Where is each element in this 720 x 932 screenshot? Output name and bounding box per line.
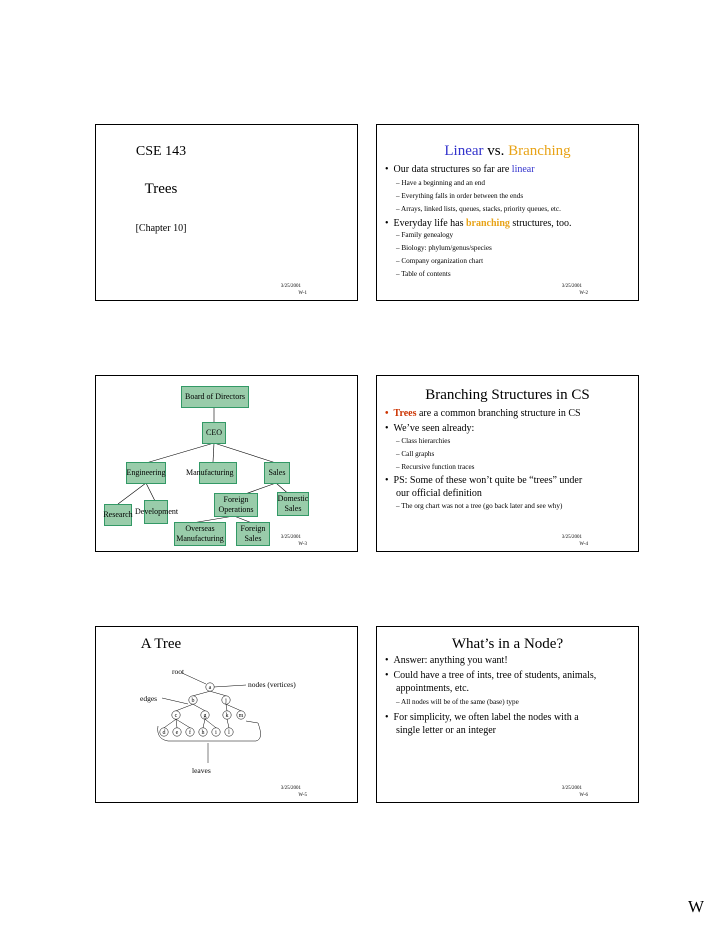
tree-node-label-f: f	[189, 730, 191, 736]
tree-node-label-m: m	[238, 713, 244, 719]
bullet-2: • Could have a tree of ints, tree of students, animals,	[385, 670, 597, 681]
tree-edge	[176, 719, 177, 728]
sub-text: Class hierarchies	[401, 437, 451, 445]
sub-text: Recursive function traces	[401, 463, 475, 471]
tree-edge	[205, 719, 216, 728]
bullet-2-sub-1: – Class hierarchies	[396, 437, 451, 445]
slide-date: 3/25/2001	[280, 284, 301, 289]
foreign-operations-box	[214, 493, 258, 517]
slide-number: W-3	[298, 542, 307, 547]
domestic-line-1: Domestic	[277, 494, 309, 503]
sub-text: Family genealogy	[401, 231, 454, 239]
bullet-2-sub-2: – Call graphs	[396, 450, 435, 458]
bullet-3-cont	[396, 724, 496, 737]
slide-number: W-1	[298, 291, 307, 296]
bullet-1-rest: are a common branching structure in CS	[416, 408, 581, 419]
slide-4	[376, 375, 639, 552]
slide-date: 3/25/2001	[280, 786, 301, 791]
bullet-2-line-2: appointments, etc.	[396, 683, 470, 694]
tree-diagram	[96, 627, 359, 804]
bullet-2-sub-4: – Table of contents	[396, 270, 451, 278]
tree-node-label-b: b	[191, 698, 195, 704]
bullet-3-line-1: PS: Some of these won’t quite be “trees” under	[393, 475, 583, 486]
bullet-1-text: Answer: anything you want!	[393, 655, 508, 666]
slide-title: Branching Structures in CS	[425, 387, 590, 403]
nodes-pointer	[214, 685, 246, 687]
domestic-sales-box	[277, 492, 309, 516]
bullet-3: • For simplicity, we often label the nodes with a	[385, 712, 579, 723]
tree-node-label-g: g	[203, 713, 207, 719]
slide-2	[376, 124, 639, 301]
tree-edge	[193, 704, 205, 711]
tree-node-label-c: c	[174, 713, 178, 719]
root-pointer	[182, 673, 206, 684]
tree-node-label-e: e	[175, 730, 179, 736]
page-marker: W	[687, 897, 704, 916]
development-label: Development	[135, 507, 179, 516]
overseas-line-2: Manufacturing	[176, 534, 224, 543]
tree-edge	[226, 704, 227, 711]
manufacturing-label: Manufacturing	[186, 468, 234, 477]
research-box	[104, 504, 132, 526]
slide-title	[377, 143, 638, 160]
bullet-2-sub-3: – Company organization chart	[396, 257, 484, 265]
sub-text: The org chart was not a tree (go back later and see why)	[401, 502, 563, 510]
bullet-2-sub-3: – Recursive function traces	[396, 463, 475, 471]
course-title: CSE 143	[135, 144, 187, 159]
bullet-2-pre: Everyday life has	[393, 218, 466, 229]
bullet-1-sub-2: – Everything falls in order between the ends	[396, 192, 524, 200]
domestic-line-2: Sales	[284, 504, 302, 513]
sales-box	[264, 462, 290, 484]
tree-node-label-i: i	[215, 730, 217, 736]
tree-edge	[226, 704, 241, 711]
slide-5	[95, 626, 358, 803]
slide-6	[376, 626, 639, 803]
tree-edge	[164, 719, 176, 728]
bullet-1: • Our data structures so far are linear	[385, 164, 535, 175]
slide-number: W-5	[298, 793, 307, 798]
bullet-3-sub-1: – The org chart was not a tree (go back later and see why)	[396, 502, 563, 510]
bullet-3-line-1: For simplicity, we often label the nodes with a	[393, 712, 579, 723]
leaves-label: leaves	[192, 766, 211, 775]
bullet-3: • PS: Some of these won’t quite be “trees” under	[385, 475, 583, 486]
foreign-ops-line-2: Operations	[218, 505, 254, 514]
tree-edge	[176, 719, 190, 728]
engineering-box	[126, 462, 166, 484]
bullet-3-line-2: single letter or an integer	[396, 725, 496, 736]
bullet-1-sub-1: – Have a beginning and an end	[396, 179, 486, 187]
research-label: Research	[103, 510, 133, 519]
slide-title: A Tree	[140, 636, 182, 652]
tree-node-label-k: k	[225, 713, 229, 719]
tree-edge	[227, 719, 229, 728]
sub-text: Biology: phylum/genus/species	[401, 244, 492, 252]
bullet-1-text: Our data structures so far are	[393, 164, 512, 175]
bullet-2-sub-2: – Biology: phylum/genus/species	[396, 244, 492, 252]
title-linear: Linear	[444, 143, 484, 159]
engineering-label: Engineering	[126, 468, 166, 477]
nodes-label: nodes (vertices)	[248, 680, 296, 689]
tree-node-label-l: l	[228, 730, 230, 736]
slide-3	[95, 375, 358, 552]
slide-number: W-4	[579, 542, 588, 547]
edges-label: edges	[140, 694, 158, 703]
ceo-label: CEO	[206, 428, 222, 437]
bullet-1-sub-3: – Arrays, linked lists, queues, stacks, priority queues, etc.	[396, 205, 561, 213]
title-vs: vs.	[483, 143, 509, 159]
slide-number: W-6	[579, 793, 588, 798]
sub-text: Everything falls in order between the ends	[401, 192, 524, 200]
bullet-2: • We’ve seen already:	[385, 423, 475, 434]
edges-pointer	[162, 698, 188, 704]
foreign-sales-line-1: Foreign	[240, 524, 266, 533]
slide-1	[95, 124, 358, 301]
bullet-2-cont	[396, 682, 469, 695]
slide-number: W-2	[579, 291, 588, 296]
tree-node-label-j: j	[225, 698, 227, 704]
tree-node-label-a: a	[208, 685, 212, 691]
tree-edge	[210, 691, 226, 696]
bullet-2-sub-1: – All nodes will be of the same (base) type	[396, 698, 519, 706]
bullet-1: • Answer: anything you want!	[385, 655, 508, 666]
foreign-sales-box	[236, 522, 270, 546]
sub-text: Have a beginning and an end	[401, 179, 486, 187]
tree-edge	[176, 704, 193, 711]
bullet-2-line-1: Could have a tree of ints, tree of students, animals,	[393, 670, 597, 681]
overseas-line-1: Overseas	[185, 524, 215, 533]
slide-date: 3/25/2001	[561, 535, 582, 540]
board-of-directors-box	[181, 386, 249, 408]
sub-text: Company organization chart	[401, 257, 484, 265]
root-label: root	[172, 667, 185, 676]
bullet-2-sub-1: – Family genealogy	[396, 231, 454, 239]
bullet-2-word: branching	[466, 218, 510, 229]
slide-date: 3/25/2001	[280, 535, 301, 540]
sub-text: Call graphs	[401, 450, 435, 458]
bullet-3-cont	[396, 487, 482, 500]
bullet-2: • Everyday life has branching structures, too.	[385, 218, 572, 229]
sub-text: All nodes will be of the same (base) type	[401, 698, 519, 706]
bullet-3-line-2: our official definition	[396, 488, 482, 499]
development-box	[135, 500, 179, 524]
slide-date: 3/25/2001	[561, 284, 582, 289]
bullet-2-text: We’ve seen already:	[393, 423, 475, 434]
bullet-2-post: structures, too.	[509, 218, 572, 229]
ceo-box	[202, 422, 226, 444]
bullet-1-word: Trees	[393, 408, 417, 419]
bullet-1: • Trees are a common branching structure in CS	[385, 408, 581, 419]
tree-node-label-h: h	[201, 730, 205, 736]
foreign-sales-line-2: Sales	[244, 534, 262, 543]
slide-date: 3/25/2001	[561, 786, 582, 791]
sub-text: Arrays, linked lists, queues, stacks, priority queues, etc.	[401, 205, 561, 213]
manufacturing-box	[186, 462, 237, 484]
title-branching: Branching	[508, 143, 571, 159]
slide-title: What’s in a Node?	[451, 636, 564, 652]
board-label: Board of Directors	[185, 392, 245, 401]
chapter-label: [Chapter 10]	[135, 223, 187, 234]
slide-title: Trees	[144, 181, 178, 197]
sub-text: Table of contents	[401, 270, 451, 278]
bullet-1-word: linear	[511, 164, 535, 175]
tree-edge	[193, 691, 210, 696]
overseas-manufacturing-box	[174, 522, 226, 546]
tree-node-label-d: d	[162, 730, 166, 736]
foreign-ops-line-1: Foreign	[223, 495, 249, 504]
tree-edge	[203, 719, 205, 728]
sales-label: Sales	[268, 468, 286, 477]
